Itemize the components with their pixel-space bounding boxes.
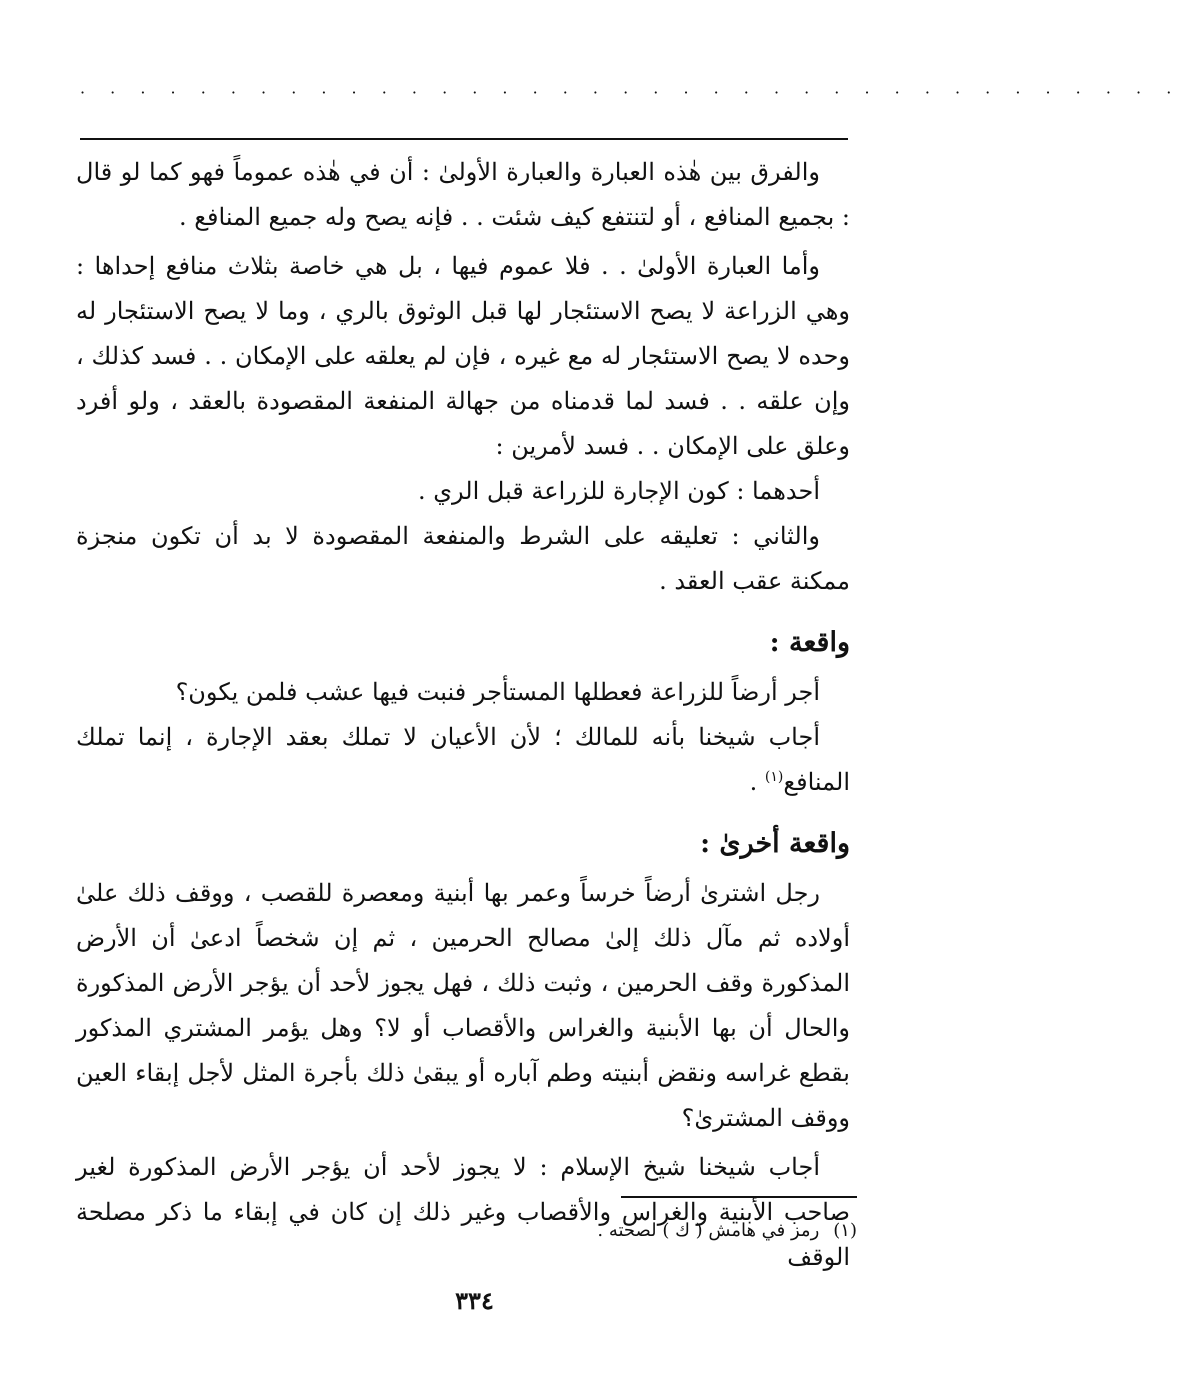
answer-end: .: [749, 768, 765, 796]
section-heading: واقعة :: [769, 627, 850, 658]
footnote-reference[interactable]: (١): [764, 769, 784, 785]
header-dotted-line: · · · · · · · · · · · · · · · · · · · · · · · · · · · · · · · · · · · · ·: [80, 83, 1181, 102]
footnote-mark: (١): [833, 1220, 857, 1241]
answer-text: أجاب شيخنا بأنه للمالك ؛ لأن الأعيان لا تملك بعقد الإجارة ، إنما تملك المنافع: [76, 723, 850, 796]
page-number: ٣٣٤: [455, 1286, 494, 1315]
question-paragraph: أجر أرضاً للزراعة فعطلها المستأجر فنبت فيها عشب فلمن يكون؟: [175, 678, 820, 706]
paragraph: والثاني : تعليقه على الشرط والمنفعة المقصودة لا بد أن تكون منجزة ممكنة عقب العقد .: [76, 522, 850, 595]
section-heading: واقعة أخرىٰ :: [700, 828, 850, 859]
answer-paragraph: [76, 715, 850, 805]
footnote-text: رمز في هامش ( ك ) لصحته .: [597, 1220, 820, 1241]
paragraph: أحدهما : كون الإجارة للزراعة قبل الري .: [417, 477, 820, 505]
paragraph: وأما العبارة الأولىٰ . . فلا عموم فيها ، بل هي خاصة بثلاث منافع إحداها : وهي الزراعة لا يصح الاستئجار لها قبل الوثوق بالري ، وما لا يصح الاستئجار له وحده لا يصح الاستئجار له مع غيره ، فإن لم يعلقه على الإمكان . . فسد كذلك ، وإن علقه . . فسد لما قدمناه من جهالة المنفعة المقصودة بالعقد ، ولو أفرد وعلق على الإمكان . . فسد لأمرين :: [76, 252, 851, 460]
answer-paragraph: أجاب شيخنا شيخ الإسلام : لا يجوز لأحد أن يؤجر الأرض المذكورة لغير صاحب الأبنية والغراس والأقصاب وغير ذلك إن كان في إبقاء ما ذكر مصلحة الوقف: [76, 1153, 850, 1271]
question-paragraph: رجل اشترىٰ أرضاً خرساً وعمر بها أبنية ومعصرة للقصب ، ووقف ذلك علىٰ أولاده ثم مآل ذلك إلىٰ مصالح الحرمين ، ثم إن شخصاً ادعىٰ أن الأرض المذكورة وقف الحرمين ، وثبت ذلك ، فهل يجوز لأحد أن يؤجر الأرض المذكورة والحال أن بها الأبنية والغراس والأقصاب أو لا؟ وهل يؤمر المشتري المذكور بقطع غراسه ونقض أبنيته وطم آباره أو يبقىٰ ذلك بأجرة المثل لأجل إبقاء العين ووقف المشترىٰ؟: [76, 879, 851, 1132]
paragraph: والفرق بين هٰذه العبارة والعبارة الأولىٰ : أن في هٰذه عموماً فهو كما لو قال : بجميع المنافع ، أو لتنتفع كيف شئت . . فإنه يصح وله جميع المنافع .: [76, 158, 850, 231]
footnote: [357, 1216, 857, 1246]
header-rule: [80, 138, 848, 140]
main-text: [76, 150, 850, 1280]
footnote-rule: [621, 1196, 857, 1198]
